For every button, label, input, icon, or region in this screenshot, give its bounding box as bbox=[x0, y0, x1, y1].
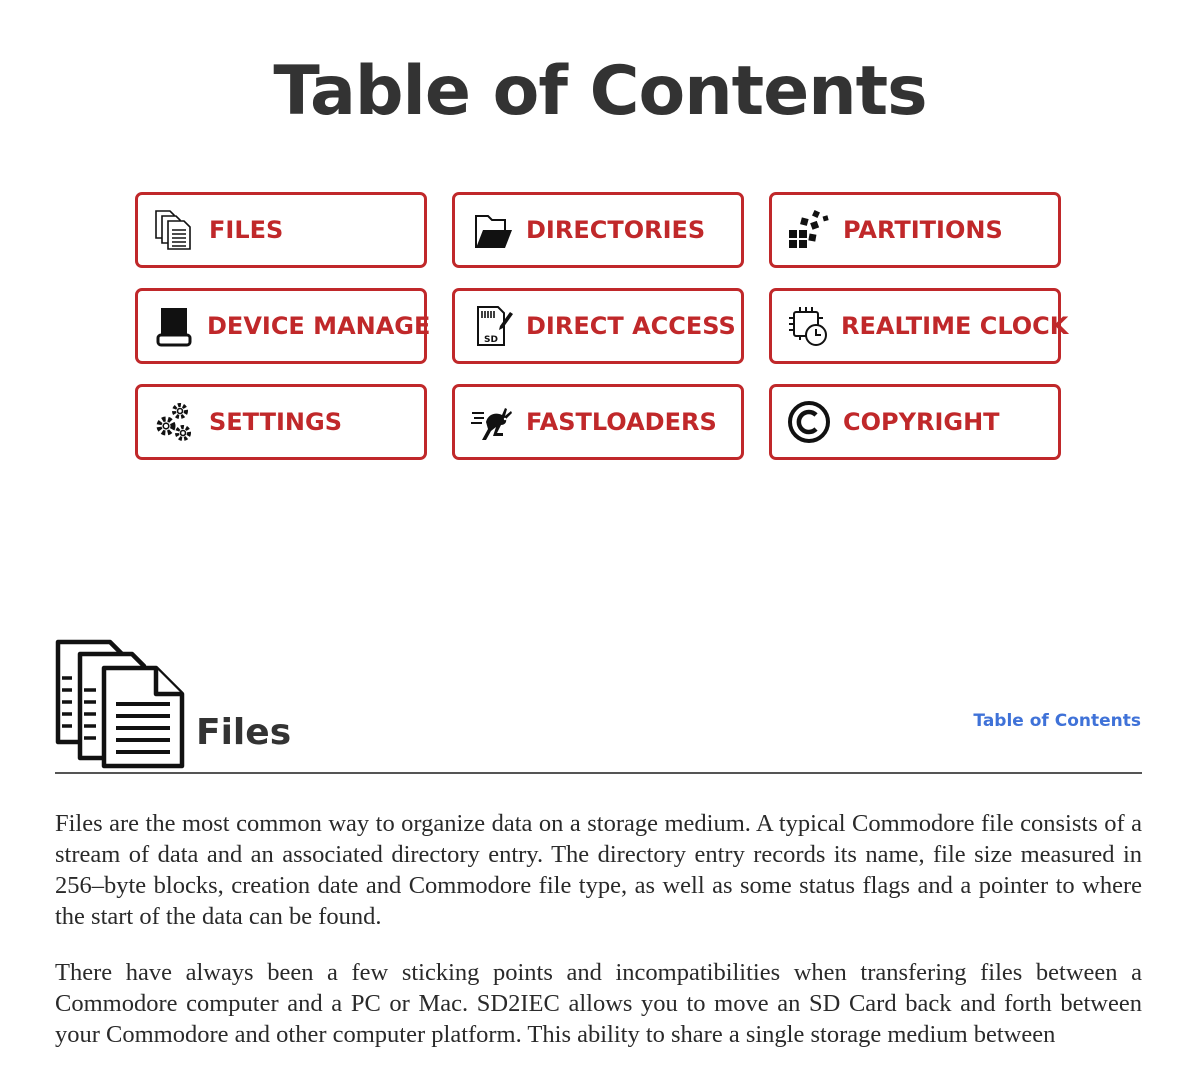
partitions-icon bbox=[786, 207, 832, 253]
toc-button-files[interactable] bbox=[135, 192, 427, 268]
toc-label: DEVICE MANAGE bbox=[207, 312, 431, 340]
files-icon bbox=[54, 638, 186, 770]
toc-grid bbox=[135, 192, 1069, 460]
files-icon bbox=[152, 207, 198, 253]
chip-clock-icon bbox=[786, 303, 830, 349]
drive-icon bbox=[152, 303, 196, 349]
toc-label: DIRECT ACCESS bbox=[526, 312, 736, 340]
toc-label: SETTINGS bbox=[209, 408, 342, 436]
toc-button-settings[interactable] bbox=[135, 384, 427, 460]
toc-button-device-manage[interactable] bbox=[135, 288, 431, 364]
folder-icon bbox=[469, 207, 515, 253]
toc-label: FILES bbox=[209, 216, 284, 244]
sd-card-icon bbox=[469, 303, 515, 349]
toc-button-partitions[interactable] bbox=[769, 192, 1061, 268]
toc-button-fastloaders[interactable] bbox=[452, 384, 744, 460]
toc-button-direct-access[interactable] bbox=[452, 288, 744, 364]
running-rabbit-icon bbox=[469, 399, 515, 445]
section-body bbox=[55, 808, 1142, 1075]
svg-text:SD: SD bbox=[484, 335, 498, 345]
toc-label: DIRECTORIES bbox=[526, 216, 706, 244]
paragraph: Files are the most common way to organize data on a storage medium. A typical Commodore file consists of a stream of data and an associated directory entry. The directory entry records its name, file size measured in 256–byte blocks, creation date and Commodore file type, as well as some status flags and a pointer to where the start of the data can be found. bbox=[55, 810, 1142, 930]
section-divider bbox=[55, 772, 1142, 774]
section-title: Files bbox=[196, 712, 292, 753]
gears-icon bbox=[152, 399, 198, 445]
toc-title: Table of Contents bbox=[273, 52, 927, 131]
toc-button-copyright[interactable] bbox=[769, 384, 1061, 460]
paragraph: There have always been a few sticking points and incompatibilities when transfering files between a Commodore computer and a PC or Mac. SD2IEC allows you to move an SD Card back and forth between your Commodore and other computer platform. This ability to share a single storage medium between bbox=[55, 959, 1142, 1048]
toc-button-realtime-clock[interactable] bbox=[769, 288, 1069, 364]
copyright-icon bbox=[786, 399, 832, 445]
toc-label: FASTLOADERS bbox=[526, 408, 717, 436]
toc-label: COPYRIGHT bbox=[843, 408, 1000, 436]
toc-button-directories[interactable] bbox=[452, 192, 744, 268]
toc-label: REALTIME CLOCK bbox=[841, 312, 1069, 340]
toc-label: PARTITIONS bbox=[843, 216, 1003, 244]
table-of-contents-link[interactable]: Table of Contents bbox=[973, 711, 1141, 731]
